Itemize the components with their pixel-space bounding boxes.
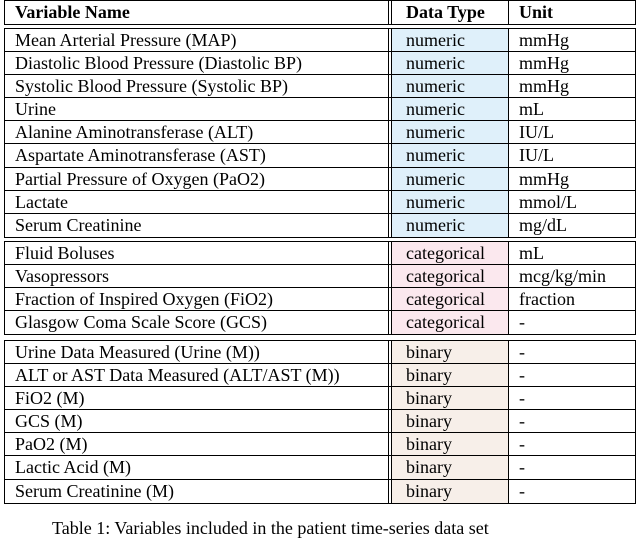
unit-cell: - xyxy=(519,365,525,386)
variable-name-cell: Glasgow Coma Scale Score (GCS) xyxy=(5,311,392,334)
data-type-cell: numeric xyxy=(392,214,509,237)
unit-cell: - xyxy=(519,457,525,478)
unit-cell: - xyxy=(519,312,525,333)
variable-name-cell: Lactic Acid (M) xyxy=(5,456,392,478)
unit-cell: mL xyxy=(519,243,544,263)
variable-name-cell: Serum Creatinine (M) xyxy=(5,480,392,503)
table-row xyxy=(5,121,635,144)
unit-cell: - xyxy=(519,388,525,409)
data-type-cell: binary xyxy=(392,480,509,503)
data-type-cell: binary xyxy=(392,387,509,409)
variable-name-cell: Mean Arterial Pressure (MAP) xyxy=(5,29,392,51)
variable-name-cell: GCS (M) xyxy=(5,410,392,432)
data-type-cell: numeric xyxy=(392,168,509,190)
table-row xyxy=(5,75,635,98)
data-type-cell: binary xyxy=(392,456,509,478)
unit-cell: - xyxy=(519,480,525,501)
data-type-cell: categorical xyxy=(392,288,509,310)
table-row xyxy=(5,311,635,334)
header-row xyxy=(5,1,635,24)
table-row xyxy=(5,168,635,191)
table-row xyxy=(5,480,635,503)
data-type-cell: numeric xyxy=(392,144,509,166)
data-type-cell: categorical xyxy=(392,311,509,334)
unit-cell: - xyxy=(519,411,525,432)
data-type-cell: binary xyxy=(392,364,509,386)
table-row xyxy=(5,144,635,167)
unit-cell: fraction xyxy=(519,289,575,310)
table-row xyxy=(5,364,635,387)
table-row xyxy=(5,98,635,121)
variable-name-cell: Aspartate Aminotransferase (AST) xyxy=(5,144,392,166)
unit-cell: IU/L xyxy=(519,145,554,166)
table-row xyxy=(5,288,635,311)
variable-name-cell: FiO2 (M) xyxy=(5,387,392,409)
variable-name-cell: ALT or AST Data Measured (ALT/AST (M)) xyxy=(5,364,392,386)
table-header xyxy=(4,0,636,25)
data-type-cell: numeric xyxy=(392,121,509,143)
variable-name-cell: Lactate xyxy=(5,191,392,213)
data-type-cell: numeric xyxy=(392,191,509,213)
table-row xyxy=(5,29,635,52)
data-type-cell: binary xyxy=(392,341,509,363)
data-type-cell: numeric xyxy=(392,75,509,97)
binary-group xyxy=(4,340,636,504)
data-type-cell: categorical xyxy=(392,242,509,264)
header-data-type: Data Type xyxy=(392,1,509,24)
table-row xyxy=(5,214,635,237)
data-type-cell: numeric xyxy=(392,98,509,120)
table-row xyxy=(5,265,635,288)
unit-cell: mmol/L xyxy=(519,191,577,212)
unit-cell: mmHg xyxy=(519,168,570,189)
variable-name-cell: Fraction of Inspired Oxygen (FiO2) xyxy=(5,288,392,310)
variable-name-cell: Serum Creatinine xyxy=(5,214,392,237)
unit-cell: IU/L xyxy=(519,122,554,143)
variable-name-cell: Vasopressors xyxy=(5,265,392,287)
table-row xyxy=(5,433,635,456)
variable-name-cell: Urine Data Measured (Urine (M)) xyxy=(5,341,392,363)
data-type-cell: numeric xyxy=(392,52,509,74)
unit-cell: mcg/kg/min xyxy=(519,266,606,287)
unit-cell: mg/dL xyxy=(519,214,567,235)
table-row xyxy=(5,52,635,75)
table-row xyxy=(5,191,635,214)
variable-name-cell: Systolic Blood Pressure (Systolic BP) xyxy=(5,75,392,97)
numeric-group xyxy=(4,28,636,238)
table-row xyxy=(5,387,635,410)
variable-name-cell: Fluid Boluses xyxy=(5,242,392,264)
data-type-cell: binary xyxy=(392,433,509,455)
unit-cell: mL xyxy=(519,99,544,120)
table-caption: Table 1: Variables included in the patient time-series data set xyxy=(52,518,489,538)
unit-cell: - xyxy=(519,342,525,362)
variable-name-cell: Diastolic Blood Pressure (Diastolic BP) xyxy=(5,52,392,74)
table-row xyxy=(5,456,635,479)
header-variable-name: Variable Name xyxy=(5,1,392,24)
data-type-cell: binary xyxy=(392,410,509,432)
data-type-cell: numeric xyxy=(392,29,509,51)
unit-cell: mmHg xyxy=(519,30,570,50)
variable-name-cell: Partial Pressure of Oxygen (PaO2) xyxy=(5,168,392,190)
unit-cell: - xyxy=(519,434,525,455)
categorical-group xyxy=(4,241,636,335)
header-unit: Unit xyxy=(519,2,554,22)
table-row xyxy=(5,242,635,265)
unit-cell: mmHg xyxy=(519,76,570,97)
data-type-cell: categorical xyxy=(392,265,509,287)
variable-name-cell: Alanine Aminotransferase (ALT) xyxy=(5,121,392,143)
table-row xyxy=(5,341,635,364)
variable-name-cell: PaO2 (M) xyxy=(5,433,392,455)
unit-cell: mmHg xyxy=(519,53,570,74)
table-row xyxy=(5,410,635,433)
variable-name-cell: Urine xyxy=(5,98,392,120)
